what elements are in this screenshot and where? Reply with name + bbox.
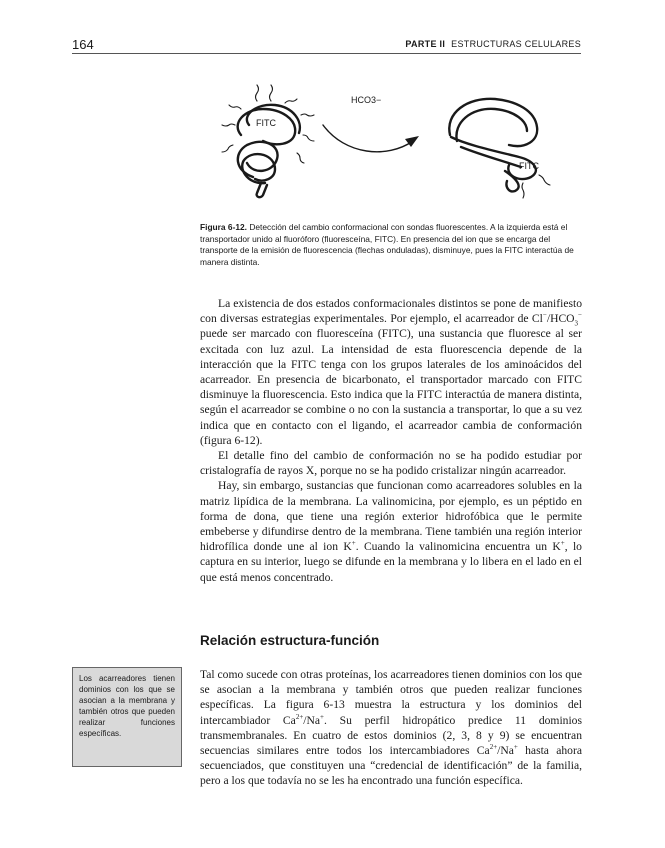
part-title: ESTRUCTURAS CELULARES <box>451 39 581 49</box>
running-header <box>72 37 581 54</box>
margin-note-box <box>72 667 182 767</box>
section-heading: Relación estructura-función <box>200 633 380 648</box>
caption-label: Figura 6-12. <box>200 222 248 232</box>
bicarbonate-label: HCO3− <box>351 95 382 105</box>
paragraph-3: Hay, sin embargo, sustancias que funcionan como acarreadores solubles en la matriz lipídica de la membrana. La valinomicina, por ejemplo, es un péptido en forma de dona, que tiene una región exterior hidrofóbica que le permite embeberse y difundirse dentro de la membrana. Tiene también una región interior hidrofílica donde une al ion K+. Cuando la valinomicina encuentra un K+, lo captura en su interior, luego se difunde en la membrana y lo libera en el lado en el que está menos concentrado. <box>200 479 582 584</box>
paragraph-2: El detalle fino del cambio de conformación no se ha podido estudiar por cristalografía de rayos X, porque no se ha podido cristalizar ningún acarreador. <box>200 449 582 478</box>
conformational-change-illustration <box>205 75 580 215</box>
fitc-label-left: FITC <box>256 118 276 128</box>
figure-caption <box>200 222 582 268</box>
section-2-text <box>200 667 582 789</box>
caption-text: Detección del cambio conformacional con sondas fluorescentes. A la izquierda está el transportador unido al fluoróforo (fluoresceína, FITC). En presencia del ion que se encarga del transporte de la emisión de fluorescencia (flechas onduladas), disminuye, pues la FITC interactúa de manera distinta. <box>200 222 574 267</box>
fitc-label-right: FITC <box>519 161 539 171</box>
running-head <box>405 39 581 49</box>
page-number: 164 <box>72 37 94 52</box>
section-1-text <box>200 296 582 585</box>
margin-note-text: Los acarreadores tienen dominios con los que se asocian a la membrana y también otros que pueden realizar funciones específicas. <box>79 674 175 738</box>
part-label: PARTE II <box>405 39 446 49</box>
paragraph-4: Tal como sucede con otras proteínas, los acarreadores tienen dominios con los que se asocian a la membrana y también otros que pueden realizar funciones específicas. La figura 6-13 muestra la estructura y los dominios del intercambiador $Ca^{2+}/Na^+$. Su perfil hidropático predice 11 dominios transmembranales. En cuatro de estos dominios (2, 3, 8 y 9) se encuentran secuencias similares entre todos los intercambiadores $Ca^{2+}/Na^+$ hasta ahora secuenciados, que constituyen una “credencial de identificación” de la familia, pero a los que todavía no se les ha encontrado una función específica. <box>200 668 582 788</box>
right-transporter-shape <box>449 99 537 192</box>
figure-6-12 <box>205 75 580 215</box>
reaction-arrow <box>323 125 413 152</box>
paragraph-1: La existencia de dos estados conformacionales distintos se pone de manifiesto con diversas estrategias experimentales. Por ejemplo, el acarreador de $Cl^-/HCO_3^-$ puede ser marcado con fluoresceína (FITC), una sustancia que fluoresce al ser excitada con luz azul. La intensidad de esta fluorescencia depende de la interacción que la FITC tenga con los grupos laterales de los aminoácidos del acarreador. En presencia de bicarbonato, el transportador marcado con FITC disminuye la fluorescencia. Esto indica que la FITC interactúa de manera distinta, según el acarreador se combine o no con la sustancia a transportar, lo que a su vez indica que en contacto con el ligando, el acarreador cambia de conformación (figura 6-12). <box>200 297 582 447</box>
